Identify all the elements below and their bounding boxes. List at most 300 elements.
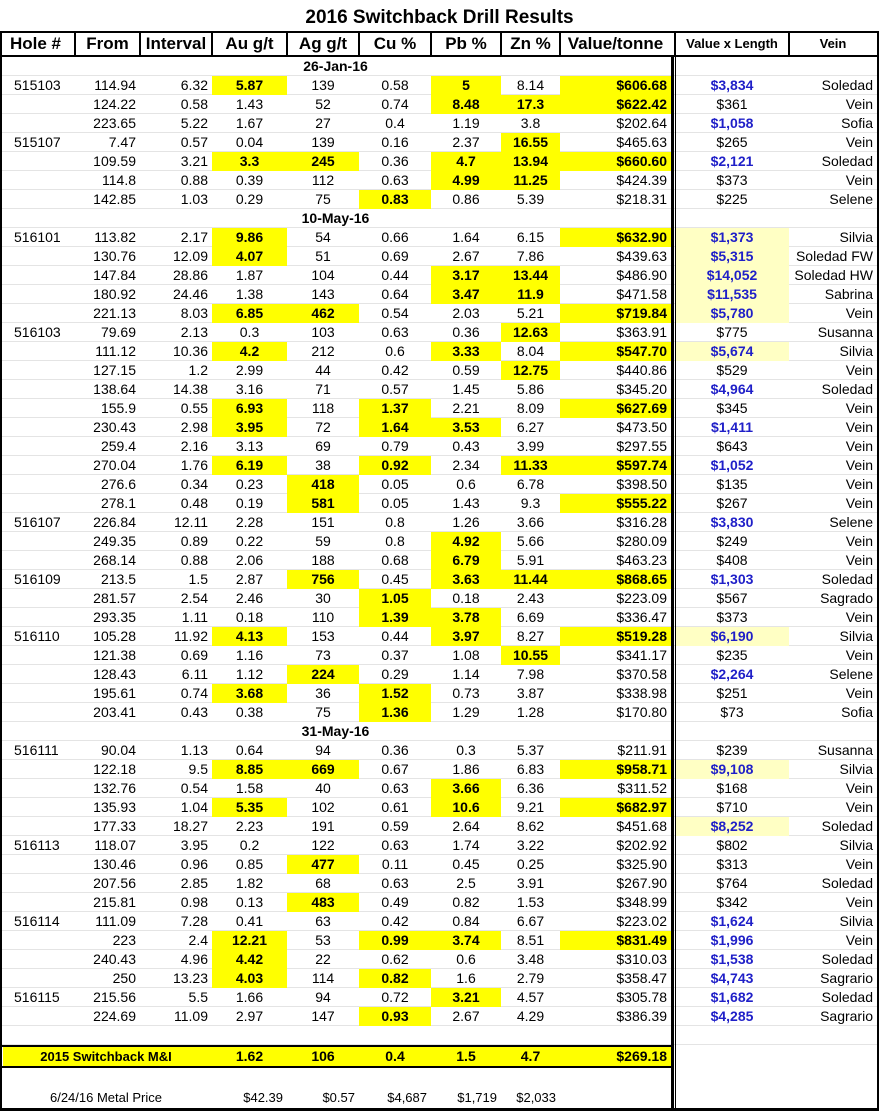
cell-hole: 516107	[14, 514, 61, 530]
cell-cu: 0.63	[381, 780, 409, 796]
cell-cu: 0.69	[381, 248, 409, 264]
cell-hole	[0, 95, 75, 114]
cell-hole	[0, 171, 75, 190]
left-outer-border	[0, 31, 2, 1111]
cell-pb: 0.6	[456, 476, 476, 492]
cell-zn: 6.69	[516, 609, 545, 625]
summary-cu: 0.4	[385, 1048, 405, 1064]
header-value-tonne: Value/tonne	[567, 34, 664, 53]
cell-pb: 3.63	[431, 570, 501, 589]
cell-vein: Soledad	[821, 951, 873, 967]
cell-hole: 516115	[14, 989, 60, 1005]
cell-vein: Soledad FW	[795, 248, 873, 264]
cell-pb: 0.3	[456, 742, 476, 758]
cell-interval: 2.13	[180, 324, 208, 340]
cell-from: 147.84	[93, 267, 136, 283]
cell-vein: Selene	[829, 666, 873, 682]
cell-ag: 102	[311, 799, 335, 815]
cell-from: 113.82	[94, 229, 136, 245]
cell-pb: 8.48	[431, 95, 501, 114]
cell-hole	[0, 437, 75, 456]
cell-value-tonne: $311.52	[617, 780, 667, 796]
table-row	[0, 969, 879, 988]
cell-pb: 0.59	[452, 362, 480, 378]
table-row	[0, 285, 879, 304]
cell-cu: 0.82	[359, 969, 431, 988]
table-row	[0, 399, 879, 418]
cell-from: 124.22	[93, 96, 136, 112]
cell-vein: Vein	[845, 305, 873, 321]
cell-zn: 7.86	[516, 248, 545, 264]
blank-row	[0, 1026, 879, 1045]
cell-interval: 4.96	[180, 951, 208, 967]
summary-row	[0, 1047, 879, 1066]
cell-au: 0.13	[235, 894, 264, 910]
cell-au: 1.12	[235, 666, 264, 682]
cell-cu: 0.72	[381, 989, 409, 1005]
table-row	[0, 874, 879, 893]
cell-zn: 11.25	[501, 171, 560, 190]
cell-value-tonne: $280.09	[616, 533, 667, 549]
cell-vein: Vein	[845, 476, 873, 492]
cell-value-tonne: $555.22	[560, 494, 671, 513]
cell-pb: 2.5	[456, 875, 476, 891]
cell-hole	[0, 152, 75, 171]
metal-price-row	[0, 1088, 879, 1107]
cell-pb: 2.37	[452, 134, 480, 150]
cell-zn: 4.57	[516, 989, 545, 1005]
cell-zn: 11.9	[501, 285, 560, 304]
cell-vein: Sofia	[841, 704, 873, 720]
cell-from: 127.15	[93, 362, 136, 378]
cell-zn: 6.67	[516, 913, 545, 929]
date-label: 26-Jan-16	[303, 58, 368, 74]
table-row	[0, 114, 879, 133]
cell-vein: Selene	[829, 191, 873, 207]
cell-cu: 1.64	[359, 418, 431, 437]
header-divider	[500, 31, 502, 57]
cell-from: 207.56	[93, 875, 136, 891]
cell-interval: 0.88	[180, 172, 208, 188]
cell-zn: 1.28	[516, 704, 545, 720]
header-divider	[286, 31, 288, 57]
cell-ag: 224	[287, 665, 359, 684]
date-row	[0, 722, 879, 741]
cell-from: 259.4	[100, 438, 136, 454]
cell-au: 2.06	[235, 552, 264, 568]
cell-pb: 1.43	[452, 495, 480, 511]
cell-from: 278.1	[100, 495, 136, 511]
cell-pb: 3.21	[431, 988, 501, 1007]
cell-hole	[0, 950, 75, 969]
cell-value-tonne: $363.91	[616, 324, 667, 340]
cell-ag: 27	[315, 115, 331, 131]
cell-value-length: $267	[716, 495, 748, 511]
summary-pb: 1.5	[456, 1048, 476, 1064]
cell-hole	[0, 608, 75, 627]
cell-hole: 516101	[14, 229, 61, 245]
header-bottom-border	[0, 55, 879, 57]
value-length-divider	[675, 57, 676, 1108]
cell-ag: 71	[315, 381, 331, 397]
cell-value-tonne: $451.68	[616, 818, 667, 834]
cell-zn: 5.91	[516, 552, 545, 568]
cell-value-length: $1,624	[710, 913, 754, 929]
cell-pb: 1.19	[452, 115, 480, 131]
cell-cu: 0.79	[381, 438, 409, 454]
cell-hole: 516103	[14, 324, 61, 340]
cell-from: 230.43	[93, 419, 136, 435]
cell-vein: Silvia	[839, 343, 873, 359]
cell-ag: 104	[311, 267, 335, 283]
cell-value-length: $1,373	[675, 228, 789, 247]
cell-vein: Vein	[845, 856, 873, 872]
cell-au: 2.99	[235, 362, 264, 378]
cell-pb: 2.21	[452, 400, 480, 416]
header-divider	[139, 31, 141, 57]
cell-au: 0.19	[235, 495, 264, 511]
header-divider	[74, 31, 76, 57]
cell-interval: 10.36	[172, 343, 208, 359]
cell-hole	[0, 931, 75, 950]
cell-cu: 0.42	[381, 913, 409, 929]
cell-pb: 4.92	[431, 532, 501, 551]
cell-interval: 11.09	[174, 1008, 208, 1024]
table-row	[0, 304, 879, 323]
cell-au: 3.68	[212, 684, 287, 703]
cell-ag: 139	[311, 134, 335, 150]
cell-vein: Susanna	[817, 324, 873, 340]
cell-au: 3.16	[235, 381, 264, 397]
cell-value-length: $342	[716, 894, 748, 910]
cell-interval: 6.32	[180, 77, 208, 93]
cell-from: 132.76	[93, 780, 136, 796]
cell-vein: Selene	[829, 514, 873, 530]
summary-au: 1.62	[235, 1048, 264, 1064]
date-row	[0, 57, 879, 76]
header-top-border	[0, 31, 879, 33]
cell-value-tonne: $463.23	[616, 552, 667, 568]
cell-vein: Silvia	[839, 761, 873, 777]
cell-vein: Soledad	[821, 989, 873, 1005]
cell-pb: 0.86	[452, 191, 480, 207]
cell-cu: 0.36	[381, 742, 409, 758]
table-row	[0, 931, 879, 950]
cell-au: 1.16	[235, 647, 264, 663]
cell-interval: 1.76	[180, 457, 208, 473]
cell-zn: 5.39	[516, 191, 545, 207]
cell-from: 142.85	[93, 191, 136, 207]
cell-value-length: $6,190	[675, 627, 789, 646]
cell-cu: 0.05	[381, 495, 409, 511]
cell-zn: 3.87	[516, 685, 545, 701]
date-row	[0, 209, 879, 228]
cell-value-tonne: $305.78	[616, 989, 667, 1005]
table-row	[0, 76, 879, 95]
cell-from: 281.57	[93, 590, 136, 606]
cell-interval: 1.04	[180, 799, 208, 815]
cell-ag: 38	[315, 457, 331, 473]
cell-au: 4.13	[212, 627, 287, 646]
cell-zn: 2.79	[516, 970, 545, 986]
table-row	[0, 551, 879, 570]
cell-hole	[0, 684, 75, 703]
cell-au: 0.39	[235, 172, 264, 188]
cell-value-length: $251	[716, 685, 748, 701]
cell-zn: 3.22	[516, 837, 545, 853]
cell-value-length: $5,674	[675, 342, 789, 361]
cell-value-length: $373	[716, 172, 748, 188]
table-row	[0, 855, 879, 874]
summary-top-border	[0, 1045, 674, 1047]
cell-value-tonne: $325.90	[616, 856, 667, 872]
cell-au: 0.85	[235, 856, 264, 872]
cell-interval: 24.46	[172, 286, 208, 302]
cell-vein: Vein	[845, 172, 873, 188]
cell-hole	[0, 494, 75, 513]
cell-au: 1.87	[235, 267, 264, 283]
cell-value-length: $1,058	[710, 115, 754, 131]
table-row	[0, 513, 879, 532]
cell-vein: Silvia	[839, 628, 873, 644]
cell-interval: 3.95	[180, 837, 208, 853]
cell-cu: 0.62	[381, 951, 409, 967]
cell-au: 3.3	[212, 152, 287, 171]
cell-zn: 1.53	[516, 894, 545, 910]
cell-vein: Vein	[845, 400, 873, 416]
cell-value-tonne: $341.17	[616, 647, 667, 663]
cell-interval: 0.55	[180, 400, 208, 416]
cell-value-tonne: $958.71	[560, 760, 671, 779]
cell-interval: 0.74	[180, 685, 208, 701]
summary-value-tonne: $269.18	[616, 1048, 667, 1064]
cell-vein: Soledad	[821, 818, 873, 834]
cell-vein: Sabrina	[824, 286, 873, 302]
cell-vein: Vein	[845, 780, 873, 796]
cell-value-length: $168	[716, 780, 748, 796]
cell-from: 268.14	[93, 552, 136, 568]
cell-au: 0.41	[235, 913, 264, 929]
cell-hole	[0, 532, 75, 551]
cell-interval: 0.54	[180, 780, 208, 796]
cell-hole	[0, 418, 75, 437]
cell-value-tonne: $398.50	[616, 476, 667, 492]
cell-zn: 5.37	[516, 742, 545, 758]
cell-cu: 0.83	[359, 190, 431, 209]
cell-vein: Vein	[845, 438, 873, 454]
cell-ag: 54	[315, 229, 331, 245]
table-row	[0, 703, 879, 722]
table-row	[0, 228, 879, 247]
cell-vein: Silvia	[839, 913, 873, 929]
cell-interval: 18.27	[172, 818, 208, 834]
cell-ag: 53	[315, 932, 331, 948]
cell-cu: 0.63	[381, 324, 409, 340]
cell-cu: 0.92	[359, 456, 431, 475]
header-divider	[674, 31, 676, 57]
cell-ag: 581	[287, 494, 359, 513]
cell-cu: 0.16	[381, 134, 409, 150]
cell-cu: 0.99	[359, 931, 431, 950]
cell-from: 114.8	[102, 172, 136, 188]
cell-from: 128.43	[93, 666, 136, 682]
cell-ag: 483	[287, 893, 359, 912]
metal-price-au: $42.39	[243, 1090, 283, 1105]
cell-value-length: $1,682	[710, 989, 754, 1005]
cell-ag: 191	[311, 818, 335, 834]
metal-price-ag: $0.57	[322, 1090, 355, 1105]
cell-ag: 114	[311, 970, 335, 986]
cell-hole: 515107	[14, 134, 61, 150]
cell-value-length: $265	[716, 134, 748, 150]
cell-interval: 0.58	[180, 96, 208, 112]
table-row	[0, 589, 879, 608]
cell-cu: 1.37	[359, 399, 431, 418]
cell-value-length: $4,285	[710, 1008, 754, 1024]
cell-hole	[0, 304, 75, 323]
cell-ag: 112	[311, 172, 335, 188]
cell-value-length: $11,535	[675, 285, 789, 304]
cell-zn: 6.15	[516, 229, 545, 245]
metal-price-pb: $1,719	[457, 1090, 497, 1105]
cell-cu: 1.05	[359, 589, 431, 608]
cell-value-tonne: $336.47	[616, 609, 667, 625]
cell-ag: 94	[315, 742, 331, 758]
cell-ag: 94	[315, 989, 331, 1005]
cell-au: 2.28	[235, 514, 264, 530]
cell-interval: 12.09	[172, 248, 208, 264]
cell-au: 0.3	[239, 324, 260, 340]
cell-interval: 1.03	[180, 191, 208, 207]
summary-bottom-border	[0, 1066, 674, 1068]
cell-au: 5.87	[212, 76, 287, 95]
cell-ag: 669	[287, 760, 359, 779]
cell-value-tonne: $211.91	[617, 742, 667, 758]
cell-hole	[0, 665, 75, 684]
cell-value-tonne: $223.09	[616, 590, 667, 606]
table-row	[0, 893, 879, 912]
cell-hole	[0, 399, 75, 418]
cell-zn: 8.51	[516, 932, 545, 948]
cell-interval: 12.11	[174, 514, 208, 530]
cell-ag: 72	[315, 419, 331, 435]
cell-value-tonne: $267.90	[616, 875, 667, 891]
cell-from: 111.12	[95, 343, 136, 359]
table-row	[0, 418, 879, 437]
cell-value-tonne: $547.70	[560, 342, 671, 361]
table-row	[0, 342, 879, 361]
cell-hole: 516114	[14, 913, 60, 929]
cell-au: 0.23	[235, 476, 264, 492]
cell-ag: 59	[315, 533, 331, 549]
cell-value-length: $239	[716, 742, 748, 758]
cell-vein: Vein	[845, 134, 873, 150]
cell-au: 0.38	[235, 704, 264, 720]
cell-interval: 0.69	[180, 647, 208, 663]
cell-hole	[0, 969, 75, 988]
cell-value-tonne: $597.74	[560, 456, 671, 475]
cell-from: 223.65	[93, 115, 136, 131]
cell-ag: 73	[315, 647, 331, 663]
cell-value-length: $3,830	[710, 514, 754, 530]
cell-value-length: $313	[716, 856, 748, 872]
cell-interval: 13.23	[172, 970, 208, 986]
table-row	[0, 456, 879, 475]
summary-label: 2015 Switchback M&I	[40, 1049, 172, 1064]
cell-value-tonne: $310.03	[616, 951, 667, 967]
cell-ag: 462	[287, 304, 359, 323]
cell-au: 0.64	[235, 742, 264, 758]
cell-zn: 3.48	[516, 951, 545, 967]
cell-from: 130.76	[93, 248, 136, 264]
cell-hole	[0, 589, 75, 608]
cell-hole	[0, 380, 75, 399]
cell-vein: Soledad	[821, 571, 873, 587]
cell-value-tonne: $170.80	[616, 704, 667, 720]
summary-zn: 4.7	[520, 1048, 541, 1064]
cell-vein: Vein	[845, 685, 873, 701]
cell-au: 12.21	[212, 931, 287, 950]
header-divider	[559, 31, 561, 57]
header-pb: Pb %	[445, 34, 487, 53]
table-row	[0, 741, 879, 760]
cell-ag: 245	[287, 152, 359, 171]
cell-value-length: $1,538	[710, 951, 754, 967]
cell-pb: 3.97	[431, 627, 501, 646]
table-row	[0, 684, 879, 703]
cell-cu: 0.4	[385, 115, 405, 131]
cell-vein: Soledad	[821, 153, 873, 169]
table-row	[0, 190, 879, 209]
cell-cu: 0.66	[381, 229, 409, 245]
cell-vein: Sagrado	[820, 590, 873, 606]
cell-interval: 0.48	[180, 495, 208, 511]
cell-ag: 212	[311, 343, 335, 359]
cell-interval: 1.11	[181, 609, 208, 625]
cell-au: 0.22	[235, 533, 264, 549]
cell-value-length: $2,121	[710, 153, 754, 169]
cell-cu: 0.8	[385, 514, 405, 530]
cell-pb: 0.6	[456, 951, 476, 967]
cell-pb: 2.03	[452, 305, 480, 321]
cell-vein: Soledad	[821, 77, 873, 93]
cell-value-tonne: $348.99	[616, 894, 667, 910]
cell-value-length: $225	[716, 191, 748, 207]
cell-hole: 516113	[14, 837, 60, 853]
cell-zn: 11.33	[501, 456, 560, 475]
cell-value-tonne: $519.28	[560, 627, 671, 646]
date-label: 31-May-16	[301, 723, 370, 739]
cell-interval: 2.4	[188, 932, 208, 948]
cell-hole	[0, 1007, 75, 1026]
cell-au: 2.87	[235, 571, 264, 587]
cell-cu: 0.49	[381, 894, 409, 910]
cell-value-length: $8,252	[675, 817, 789, 836]
cell-pb: 3.47	[431, 285, 501, 304]
cell-vein: Vein	[845, 457, 873, 473]
cell-ag: 52	[315, 96, 331, 112]
cell-pb: 0.36	[452, 324, 480, 340]
cell-vein: Vein	[845, 552, 873, 568]
cell-hole	[0, 190, 75, 209]
cell-vein: Sagrario	[820, 1008, 873, 1024]
cell-zn: 7.98	[516, 666, 545, 682]
table-row	[0, 133, 879, 152]
cell-zn: 3.99	[516, 438, 545, 454]
cell-value-tonne: $465.63	[616, 134, 667, 150]
cell-ag: 139	[311, 77, 335, 93]
header-divider	[430, 31, 432, 57]
